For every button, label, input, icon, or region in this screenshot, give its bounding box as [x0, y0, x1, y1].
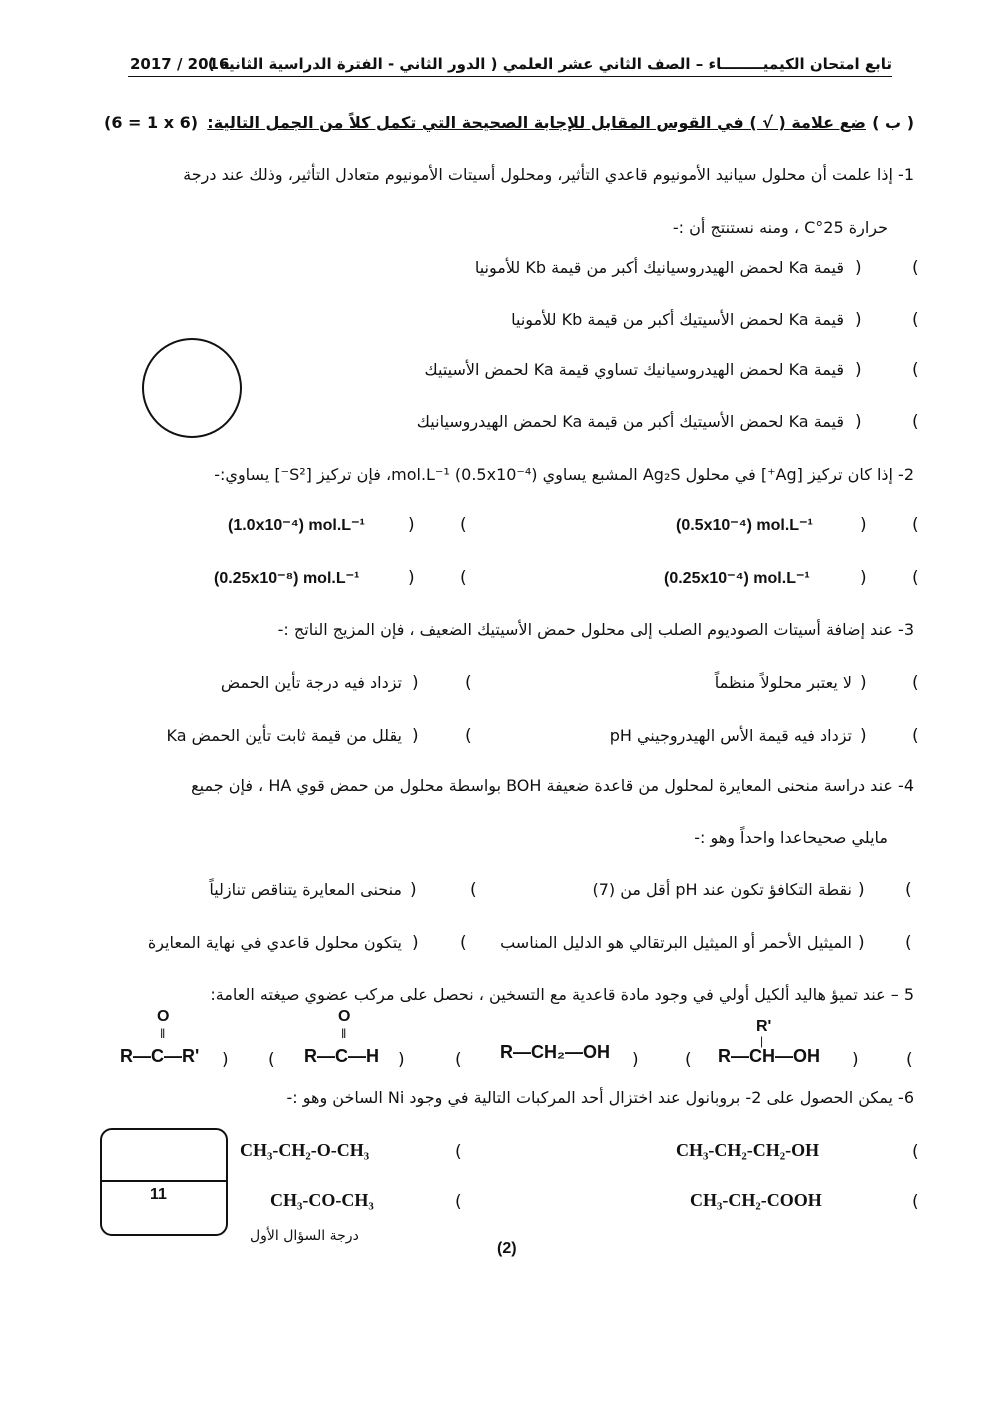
q1-option3-bracket-open[interactable]: (: [912, 360, 919, 380]
q2-stem: 2- إذا كان تركيز [Ag⁺] في محلول Ag₂S المشبع يساوي (0.5x10⁻⁴) mol.L⁻¹، فإن تركيز [S²⁻] يساوي:-: [214, 465, 914, 484]
q5-stem: 5 – عند تميؤ هاليد ألكيل أولي في وجود مادة قاعدية مع التسخين ، نحصل على مركب عضوي صيغته العامة:: [210, 985, 914, 1004]
q1-stem-line2: حرارة 25°C ، ومنه نستنتج أن :-: [672, 218, 888, 237]
q3-option1-bracket-close[interactable]: ): [860, 673, 867, 693]
q6-option4-bracket-open[interactable]: (: [455, 1192, 462, 1212]
exam-header-title: تابع امتحان الكيميــــــــاء – الصف الثاني عشر العلمي ( الدور الثاني - الفترة الدراسية الثانية ): [207, 55, 892, 73]
q1-option2-bracket-open[interactable]: (: [912, 310, 919, 330]
q3-option2-bracket-close[interactable]: ): [412, 673, 419, 693]
q1-option3-text: قيمة Ka لحمض الهيدروسيانيك تساوي قيمة Ka لحمض الأسيتيك: [424, 360, 844, 379]
q4-stem-line1: 4- عند دراسة منحنى المعايرة لمحلول من قاعدة ضعيفة BOH بواسطة محلول من حمض قوي HA ، فإن جميع: [191, 776, 914, 795]
grading-circle: [142, 338, 242, 438]
q4-stem-line2: مايلي صحيحاعدا واحداً وهو :-: [694, 828, 888, 847]
section-b-label: ( ب ): [872, 113, 914, 132]
q4-option4-bracket-close[interactable]: ): [412, 933, 419, 953]
q4-option3-bracket-open[interactable]: (: [905, 933, 912, 953]
q4-option3-text: الميثيل الأحمر أو الميثيل البرتقالي هو الدليل المناسب: [500, 933, 852, 952]
exam-header-year: 2017 / 2016: [130, 55, 230, 73]
q1-option4-bracket-open[interactable]: (: [912, 412, 919, 432]
q3-option3-text: تزداد فيه قيمة الأس الهيدروجيني pH: [609, 726, 852, 745]
q4-option1-bracket-open[interactable]: (: [905, 880, 912, 900]
q5-option2-bracket-open[interactable]: (: [685, 1050, 692, 1070]
q6-option4-text: CH₃-CO-CH₃: [270, 1190, 374, 1210]
q6-option1-text: CH₃-CH₂-CH₂-OH: [676, 1140, 820, 1160]
q5-option3-bracket-open[interactable]: (: [455, 1050, 462, 1070]
q5-option4-text: R—C—R': [120, 1046, 200, 1066]
q5-opt1-substituent: R': [756, 1018, 772, 1035]
q4-option2-bracket-open[interactable]: (: [470, 880, 477, 900]
q5-opt4-double-bond: ‖: [160, 1026, 166, 1041]
q5-opt1-single-bond: |: [760, 1034, 764, 1048]
q4-option2-text: منحنى المعايرة يتناقص تنازلياً: [209, 880, 402, 899]
q6-option2-text: CH₃-CH₂-O-CH₃: [240, 1140, 370, 1160]
q1-option1-bracket-close[interactable]: ): [855, 258, 862, 278]
q3-option2-text: تزداد فيه درجة تأين الحمض: [220, 673, 402, 692]
q5-option4-bracket-open[interactable]: (: [268, 1050, 275, 1070]
q3-option1-bracket-open[interactable]: (: [912, 673, 919, 693]
q6-option3-bracket-open[interactable]: (: [912, 1192, 919, 1212]
q2-option2-text: (1.0x10⁻⁴) mol.L⁻¹: [228, 517, 365, 534]
q2-option4-bracket-close[interactable]: ): [408, 568, 415, 588]
q1-option1-text: قيمة Ka لحمض الهيدروسيانيك أكبر من قيمة Kb للأمونيا: [474, 258, 844, 277]
q2-option2-bracket-open[interactable]: (: [460, 515, 467, 535]
q3-stem: 3- عند إضافة أسيتات الصوديوم الصلب إلى محلول حمض الأسيتيك الضعيف ، فإن المزيج الناتج :-: [277, 620, 914, 639]
q6-stem: 6- يمكن الحصول على 2- بروبانول عند اختزال أحد المركبات التالية في وجود Ni الساخن وهو :-: [286, 1088, 914, 1107]
score-box: [100, 1128, 228, 1236]
q2-option3-bracket-close[interactable]: ): [860, 568, 867, 588]
q4-option4-text: يتكون محلول قاعدي في نهاية المعايرة: [147, 933, 402, 952]
q2-option4-bracket-open[interactable]: (: [460, 568, 467, 588]
q2-option3-bracket-open[interactable]: (: [912, 568, 919, 588]
q1-option3-bracket-close[interactable]: ): [855, 360, 862, 380]
q4-option3-bracket-close[interactable]: ): [858, 933, 865, 953]
q1-option2-text: قيمة Ka لحمض الأسيتيك أكبر من قيمة Kb للأمونيا: [511, 310, 844, 329]
q3-option1-text: لا يعتبر محلولاً منظماً: [714, 673, 852, 692]
q1-option4-text: قيمة Ka لحمض الأسيتيك أكبر من قيمة Ka لحمض الهيدروسيانيك: [416, 412, 844, 431]
q6-option1-bracket-open[interactable]: (: [912, 1142, 919, 1162]
q1-option2-bracket-close[interactable]: ): [855, 310, 862, 330]
q2-option1-bracket-open[interactable]: (: [912, 515, 919, 535]
q5-option1-bracket-close[interactable]: ): [852, 1050, 859, 1070]
score-box-divider: [100, 1180, 226, 1182]
page-number: (2): [497, 1240, 517, 1257]
q4-option1-bracket-close[interactable]: ): [858, 880, 865, 900]
header-divider: [128, 76, 892, 77]
section-b-instruction: ضع علامة ( √ ) في القوس المقابل للإجابة الصحيحة التي تكمل كلاً من الجمل التالية:: [207, 113, 866, 132]
q6-option3-text: CH₃-CH₂-COOH: [690, 1190, 822, 1210]
q5-option2-bracket-close[interactable]: ): [632, 1050, 639, 1070]
score-box-value: 11: [150, 1186, 167, 1203]
q5-option1-text: R—CH—OH: [718, 1046, 820, 1066]
q4-option2-bracket-close[interactable]: ): [410, 880, 417, 900]
q5-option4-bracket-close[interactable]: ): [222, 1050, 229, 1070]
q5-opt3-double-bond: ‖: [341, 1026, 347, 1041]
score-box-label: درجة السؤال الأول: [250, 1228, 359, 1244]
q3-option4-bracket-open[interactable]: (: [465, 726, 472, 746]
q5-option2-text: R—CH₂—OH: [500, 1042, 610, 1062]
q5-option1-bracket-open[interactable]: (: [906, 1050, 913, 1070]
q5-option3-text: R—C—H: [304, 1046, 379, 1066]
q1-option1-bracket-open[interactable]: (: [912, 258, 919, 278]
q2-option4-text: (0.25x10⁻⁸) mol.L⁻¹: [214, 570, 360, 587]
q5-opt3-oxygen: O: [338, 1008, 351, 1025]
q3-option4-text: يقلل من قيمة ثابت تأين الحمض Ka: [166, 726, 402, 745]
q3-option3-bracket-open[interactable]: (: [912, 726, 919, 746]
q4-option4-bracket-open[interactable]: (: [460, 933, 467, 953]
q2-option1-text: (0.5x10⁻⁴) mol.L⁻¹: [676, 517, 813, 534]
q3-option2-bracket-open[interactable]: (: [465, 673, 472, 693]
q2-option2-bracket-close[interactable]: ): [408, 515, 415, 535]
q4-option1-text: نقطة التكافؤ تكون عند pH أقل من (7): [592, 880, 852, 899]
q5-option3-bracket-close[interactable]: ): [398, 1050, 405, 1070]
q1-stem-line1: 1- إذا علمت أن محلول سيانيد الأمونيوم قاعدي التأثير، ومحلول أسيتات الأمونيوم متعادل التأثير، وذلك عند درجة: [183, 165, 914, 184]
q1-option4-bracket-close[interactable]: ): [855, 412, 862, 432]
q2-option1-bracket-close[interactable]: ): [860, 515, 867, 535]
section-b-marks: (6 = 1 x 6): [104, 113, 199, 132]
q6-option2-bracket-open[interactable]: (: [455, 1142, 462, 1162]
q3-option4-bracket-close[interactable]: ): [412, 726, 419, 746]
q3-option3-bracket-close[interactable]: ): [860, 726, 867, 746]
q5-opt4-oxygen: O: [157, 1008, 170, 1025]
q2-option3-text: (0.25x10⁻⁴) mol.L⁻¹: [664, 570, 810, 587]
